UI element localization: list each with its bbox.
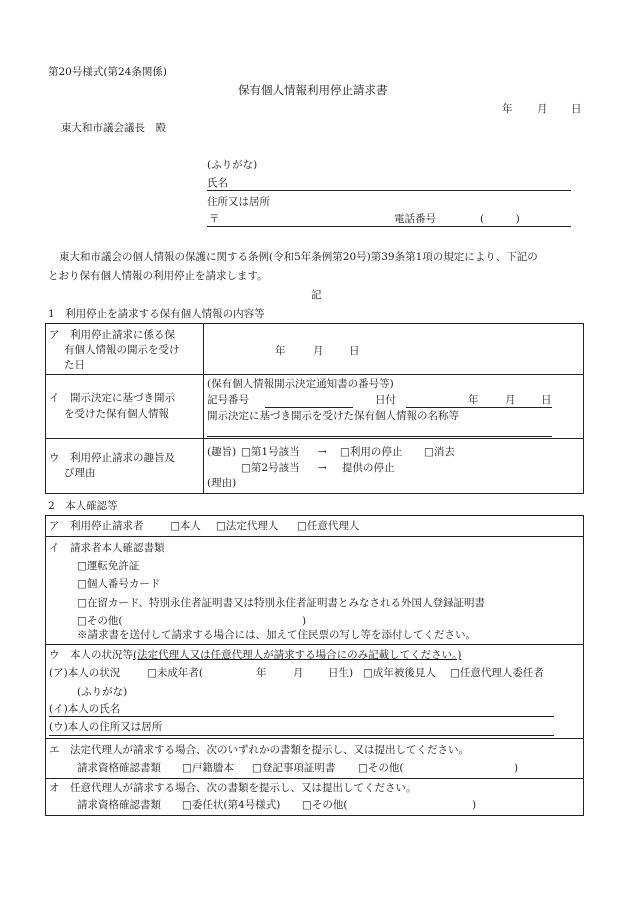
s1-opt-item2[interactable]: □第2号該当 [241, 462, 300, 474]
s1-row-a-label-3: た日 [64, 359, 85, 371]
s1-opt-erase[interactable]: □消去 [424, 446, 455, 458]
s2-row-u-title-note: (法定代理人又は任意代理人が請求する場合にのみ記載してください。) [133, 649, 462, 661]
s2-opt-drivers-license[interactable]: □運転免許証 [77, 560, 140, 572]
s2-row-e-text: エ 法定代理人が請求する場合、次のいずれかの書類を提示し、又は提出してください。 [49, 744, 469, 756]
s1-row-i-name-line[interactable] [207, 436, 552, 437]
s2-row-u-title [49, 649, 461, 662]
s2-row-e-doc-label: 請求資格確認書類 [77, 762, 161, 774]
section2-row-divider-3 [45, 738, 584, 739]
s2-opt-self[interactable]: □本人 [170, 520, 201, 532]
section2-row-divider-4 [45, 778, 584, 779]
s2-opt-voluntary-rep[interactable]: □任意代理人 [297, 520, 360, 532]
date-month: 月 [537, 103, 548, 115]
s1-opt-stop-provide: 提供の停止 [342, 462, 395, 474]
s1-row-i-year: 年 [468, 394, 479, 406]
s1-opt-item1[interactable]: □第1号該当 [241, 446, 300, 458]
s2-minor-born: 日生) [328, 667, 354, 679]
applicant-address-line[interactable] [207, 226, 571, 227]
s1-row-u-label-1: ウ 利用停止請求の趣旨及 [49, 452, 175, 464]
intro-line-1: 東大和市議会の個人情報の保護に関する条例(令和5年条例第20号)第39条第1項の規定により、下記の [59, 251, 538, 263]
s2-opt-o-other[interactable]: □その他( [302, 799, 348, 811]
intro-line-2: とおり保有個人情報の利用停止を請求します。 [48, 270, 268, 282]
s2-principal-name-line[interactable] [49, 716, 554, 717]
applicant-name-line[interactable] [207, 190, 571, 191]
s1-row-i-name-label: 開示決定に基づき開示を受けた保有個人情報の名称等 [207, 410, 459, 422]
form-number: 第20号様式(第24条関係) [48, 66, 167, 78]
section1-heading: 1 利用停止を請求する保有個人情報の内容等 [48, 308, 265, 320]
s1-opt-stop-use[interactable]: □利用の停止 [340, 446, 403, 458]
phone-label: 電話番号 [394, 213, 436, 225]
section1-row-divider-1 [45, 374, 584, 375]
arrow-right-icon: → [318, 446, 327, 458]
s1-row-a-label-1: ア 利用停止請求に係る保 [49, 329, 175, 341]
s1-row-i-date-label: 日付 [375, 394, 396, 406]
s2-opt-adult-ward[interactable]: □成年被後見人 [363, 667, 436, 679]
s1-row-i-date-line[interactable] [406, 407, 552, 408]
date-year: 年 [502, 103, 513, 115]
addressee: 東大和市議会議長 殿 [61, 122, 166, 134]
s1-row-a-month: 月 [313, 345, 324, 357]
date-day: 日 [571, 103, 582, 115]
s1-row-i-symbol-label: 記号番号 [207, 394, 249, 406]
s2-principal-address-label: (ウ)本人の住所又は居所 [49, 721, 163, 733]
s2-opt-e-other[interactable]: □その他( [358, 762, 404, 774]
s2-opt-power-of-attorney[interactable]: □委任状(第4号様式) [182, 799, 281, 811]
s2-minor-year: 年 [256, 667, 267, 679]
s1-row-a-year: 年 [275, 345, 286, 357]
s1-row-i-note: (保有個人情報開示決定通知書の番号等) [207, 378, 394, 390]
s2-opt-legal-rep[interactable]: □法定代理人 [216, 520, 279, 532]
s2-opt-other-close: ) [302, 615, 307, 627]
s1-row-u-label-2: び理由 [64, 467, 96, 479]
s2-opt-o-other-close: ) [472, 799, 477, 811]
s1-row-a-label-2: 有個人情報の開示を受け [64, 344, 180, 356]
s2-principal-furigana: (ふりがな) [77, 686, 128, 698]
s2-status-label: (ア)本人の状況 [49, 667, 121, 679]
s1-row-a-day: 日 [349, 345, 360, 357]
s2-row-i-title: イ 請求者本人確認書類 [49, 542, 165, 554]
s1-reason-label: (理由) [207, 477, 237, 489]
phone-paren: ( ) [480, 213, 520, 225]
s2-row-a-label: ア 利用停止請求者 [49, 520, 144, 532]
s2-opt-koseki[interactable]: □戸籍謄本 [182, 762, 234, 774]
s1-row-i-label-1: イ 開示決定に基づき開示 [49, 392, 175, 404]
s2-opt-registry[interactable]: □登記事項証明書 [252, 762, 336, 774]
s2-opt-voluntary-principal[interactable]: □任意代理人委任者 [450, 667, 544, 679]
s1-purpose-label: (趣旨) [207, 446, 237, 458]
postal-mark: 〒 [209, 213, 220, 225]
s1-row-i-month: 月 [505, 394, 516, 406]
section2-row-divider-2 [45, 644, 584, 645]
arrow-right-icon: → [318, 462, 327, 474]
section1-column-divider [203, 323, 204, 494]
form-title: 保有個人情報利用停止請求書 [238, 83, 388, 97]
s2-opt-mynumber-card[interactable]: □個人番号カード [77, 578, 161, 590]
applicant-address-label: 住所又は居所 [207, 196, 270, 208]
section2-heading: 2 本人確認等 [48, 500, 118, 512]
s2-opt-minor[interactable]: □未成年者( [147, 667, 204, 679]
ki-mark: 記 [311, 289, 322, 301]
s2-row-u-title-prefix: ウ 本人の状況等 [49, 649, 133, 661]
s2-opt-residence-card[interactable]: □在留カード、特別永住者証明書又は特別永住者証明書とみなされる外国人登録証明書 [77, 597, 485, 609]
s2-minor-month: 月 [293, 667, 304, 679]
s2-principal-address-line[interactable] [49, 735, 554, 736]
section2-row-divider-1 [45, 536, 584, 537]
s2-opt-other[interactable]: □その他( [77, 615, 123, 627]
s2-row-i-note: ※請求書を送付して請求する場合には、加えて住民票の写し等を添付してください。 [77, 629, 476, 641]
s1-row-i-day: 日 [541, 394, 552, 406]
s2-row-o-text: オ 任意代理人が請求する場合、次の書類を提示し、又は提出してください。 [49, 782, 417, 794]
s2-principal-name-label: (イ)本人の氏名 [49, 703, 121, 715]
s2-row-o-doc-label: 請求資格確認書類 [77, 799, 161, 811]
section1-row-divider-2 [45, 438, 584, 439]
applicant-name-label: 氏名 [207, 177, 228, 189]
applicant-furigana: (ふりがな) [207, 159, 258, 171]
s1-row-i-label-2: を受けた保有個人情報 [64, 408, 169, 420]
s1-row-i-symbol-line[interactable] [265, 407, 353, 408]
s2-opt-e-other-close: ) [514, 762, 519, 774]
